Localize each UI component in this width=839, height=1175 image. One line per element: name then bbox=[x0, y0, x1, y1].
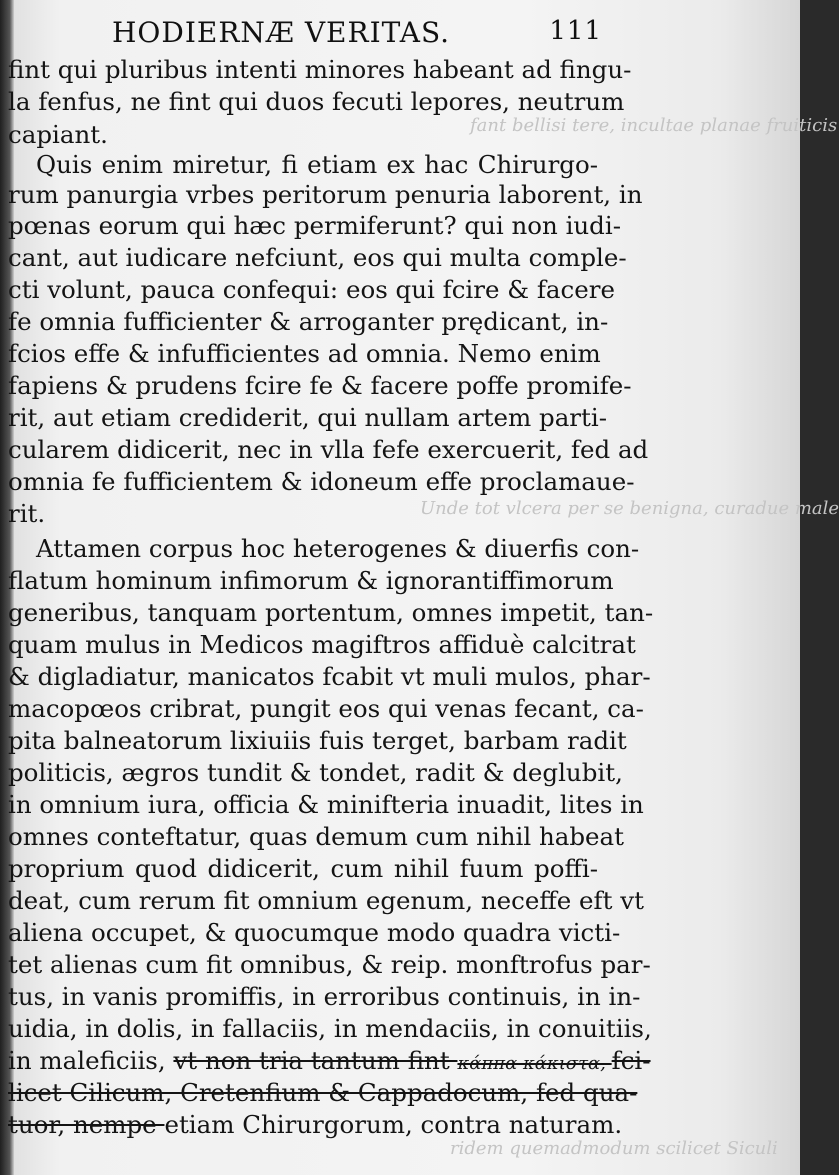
text-line: macopœos cribrat, pungit eos qui venas fecant, ca- bbox=[8, 694, 644, 723]
text-line: tus, in vanis promiffis, in erroribus continuis, in in- bbox=[8, 982, 641, 1011]
plain-text: in maleficiis, bbox=[8, 1046, 174, 1075]
text-line: politicis, ægros tundit & tondet, radit & deglubit, bbox=[8, 758, 623, 787]
text-line: fcios effe & infufficientes ad omnia. Nemo enim bbox=[8, 339, 601, 368]
text-line: cularem didicerit, nec in vlla fefe exercuerit, fed ad bbox=[8, 435, 649, 464]
text-line: quam mulus in Medicos magiftros affiduè calcitrat bbox=[8, 630, 636, 659]
bleed-through-text: ridem quemadmodum scilicet Siculi bbox=[450, 1138, 778, 1159]
text-line: capiant. bbox=[8, 120, 108, 149]
paragraph-start: Attamen corpus hoc heterogenes & diuerfis con- bbox=[36, 534, 640, 563]
text-line: cti volunt, pauca confequi: eos qui fcire & facere bbox=[8, 275, 615, 304]
text-line: deat, cum rerum fit omnium egenum, neceffe eft vt bbox=[8, 886, 644, 915]
bleed-through-text: Unde tot vlcera per se benigna, curadue male bbox=[420, 498, 839, 519]
text-line: pœnas eorum qui hæc permiferunt? qui non iudi- bbox=[8, 211, 621, 240]
greek-struck-text: κάππα κάκιστα, bbox=[457, 1053, 612, 1074]
text-line: proprium quod didicerit, cum nihil fuum poffi- bbox=[8, 854, 598, 883]
text-line: rum panurgia vrbes peritorum penuria laborent, in bbox=[8, 180, 643, 209]
text-line: fe omnia fufficienter & arroganter prędicant, in- bbox=[8, 307, 609, 336]
text-line: in omnium iura, officia & minifteria inuadit, lites in bbox=[8, 790, 644, 819]
struck-text: fci- bbox=[611, 1046, 651, 1075]
page-number: 111 bbox=[549, 16, 602, 46]
text-line: flatum hominum infimorum & ignorantiffimorum bbox=[8, 566, 614, 595]
text-line: cant, aut iudicare nefciunt, eos qui multa comple- bbox=[8, 243, 627, 272]
struck-text: tuor, nempe bbox=[8, 1110, 165, 1139]
text-line: uidia, in dolis, in fallaciis, in mendaciis, in conuitiis, bbox=[8, 1014, 652, 1043]
paragraph-start: Quis enim miretur, fi etiam ex hac Chirurgo- bbox=[36, 150, 598, 179]
text-line-partially-struck bbox=[8, 1046, 651, 1075]
text-line: & digladiatur, manicatos fcabit vt muli mulos, phar- bbox=[8, 662, 651, 691]
running-title: HODIERNÆ VERITAS. bbox=[112, 16, 451, 49]
text-line: omnes conteftatur, quas demum cum nihil habeat bbox=[8, 822, 624, 851]
text-line: la fenfus, ne fint qui duos fecuti lepores, neutrum bbox=[8, 87, 625, 116]
text-line: rit. bbox=[8, 499, 46, 528]
text-line-partially-struck bbox=[8, 1110, 623, 1139]
text-line: tet alienas cum fit omnibus, & reip. monftrofus par- bbox=[8, 950, 651, 979]
text-line: fapiens & prudens fcire fe & facere poffe promife- bbox=[8, 371, 632, 400]
running-header bbox=[112, 8, 602, 48]
text-line: omnia fe fufficientem & idoneum effe proclamaue- bbox=[8, 467, 635, 496]
text-line: generibus, tanquam portentum, omnes impetit, tan- bbox=[8, 598, 654, 627]
bleed-through-text: fant bellisi tere, incultae planae fruiticis bbox=[470, 115, 838, 136]
text-line: aliena occupet, & quocumque modo quadra victi- bbox=[8, 918, 621, 947]
struck-through-line: licet Cilicum, Cretenfium & Cappadocum, fed qua- bbox=[8, 1078, 638, 1107]
text-line: pita balneatorum lixiuiis fuis terget, barbam radit bbox=[8, 726, 627, 755]
text-line: fint qui pluribus intenti minores habeant ad fingu- bbox=[8, 55, 632, 84]
text-line: rit, aut etiam crediderit, qui nullam artem parti- bbox=[8, 403, 607, 432]
plain-text: etiam Chirurgorum, contra naturam. bbox=[164, 1110, 623, 1139]
struck-text: vt non tria tantum fint bbox=[173, 1046, 458, 1075]
